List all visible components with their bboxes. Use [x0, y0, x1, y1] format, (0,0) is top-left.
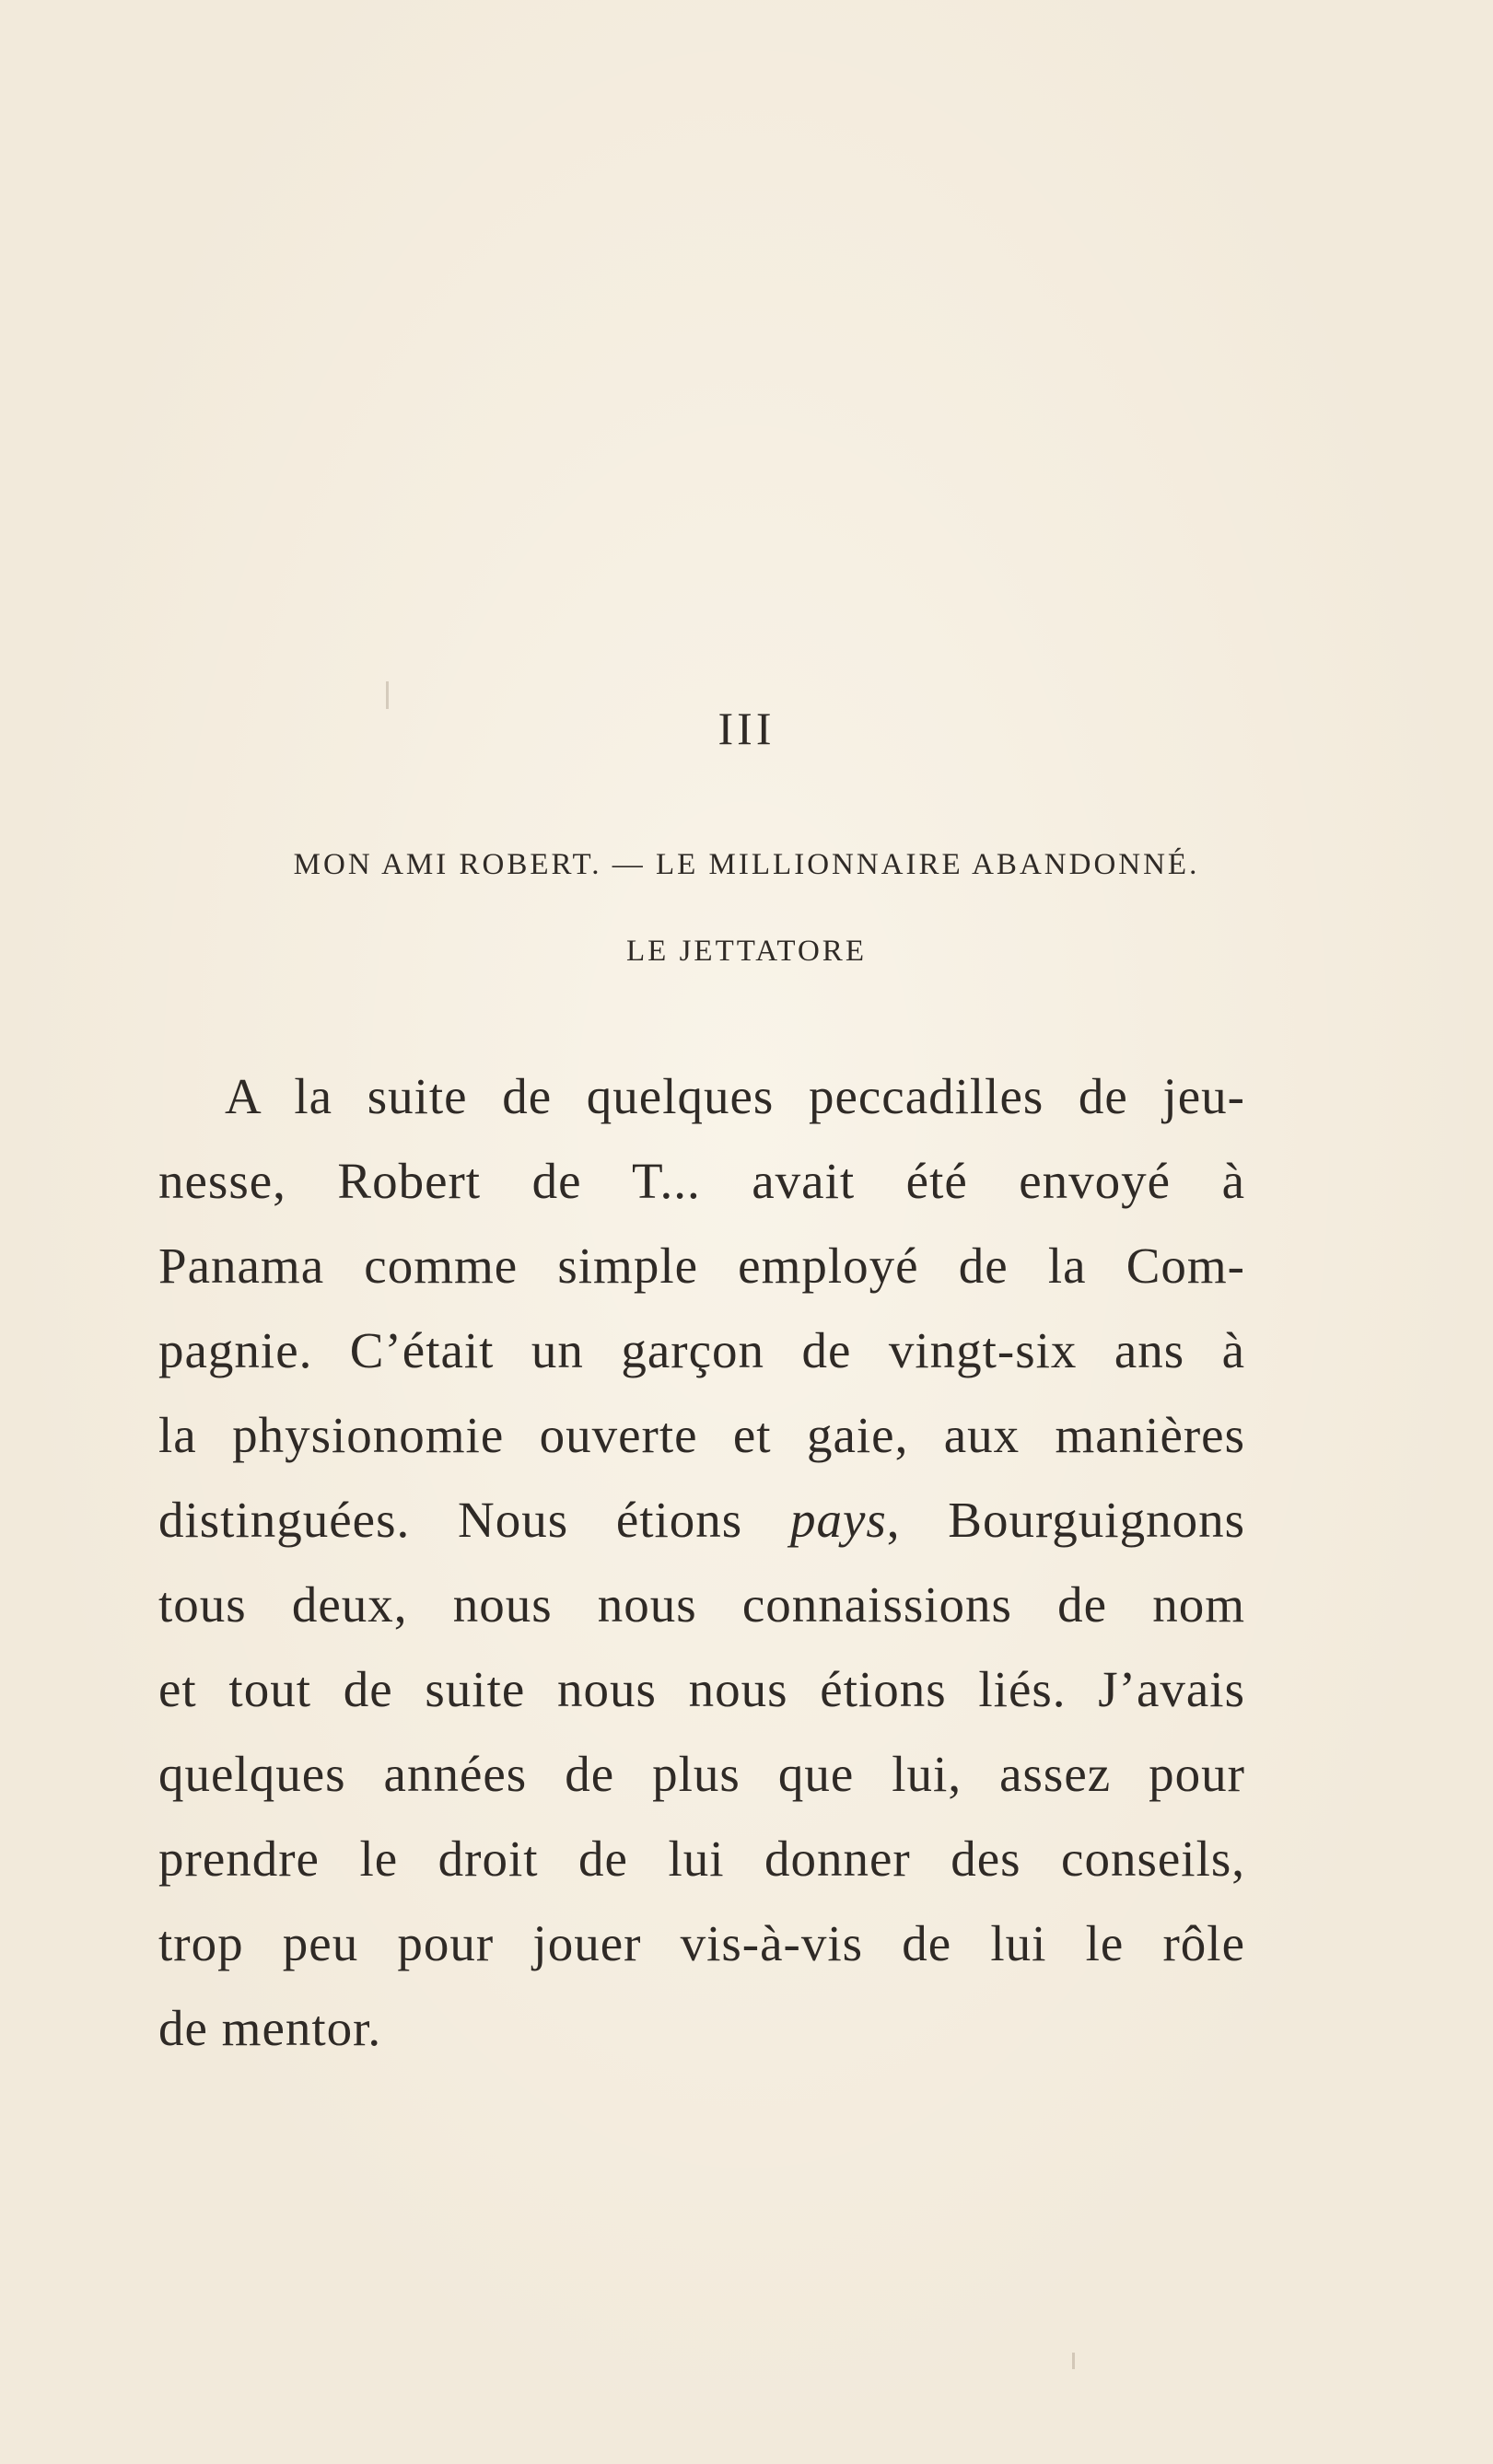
body-line-2: nesse, Robert de T... avait été envoyé à — [158, 1153, 1245, 1209]
body-line-6-start: distinguées. Nous étions — [158, 1492, 790, 1548]
paper-speck — [386, 681, 389, 709]
body-line-6-end: , Bourguignons — [886, 1492, 1245, 1548]
body-line-1: A la suite de quelques peccadilles de jeu- — [225, 1068, 1245, 1124]
body-line-6 — [158, 1478, 1245, 1563]
body-paragraph — [158, 1054, 1245, 2071]
body-line-9: quelques années de plus que lui, assez pour — [158, 1746, 1245, 1802]
italic-word-pays: pays — [789, 1492, 887, 1548]
chapter-subtitle-line-2: LE JETTATORE — [626, 935, 867, 968]
body-line-7: tous deux, nous nous connaissions de nom — [158, 1576, 1245, 1633]
body-line-5: la physionomie ouverte et gaie, aux manières — [158, 1407, 1245, 1463]
body-line-3: Panama comme simple employé de la Com- — [158, 1238, 1245, 1294]
paper-speck — [1072, 2353, 1075, 2369]
body-line-12: de mentor. — [158, 2000, 382, 2056]
body-line-4: pagnie. C’était un garçon de vingt-six ans à — [158, 1322, 1245, 1378]
body-line-8: et tout de suite nous nous étions liés. J’avais — [158, 1661, 1245, 1717]
body-line-11: trop peu pour jouer vis-à-vis de lui le rôle — [158, 1915, 1245, 1971]
body-line-10: prendre le droit de lui donner des conseils, — [158, 1831, 1245, 1887]
chapter-subtitle-line-1: MON AMI ROBERT. — LE MILLIONNAIRE ABANDONNÉ. — [293, 848, 1200, 881]
chapter-number: III — [717, 703, 776, 754]
